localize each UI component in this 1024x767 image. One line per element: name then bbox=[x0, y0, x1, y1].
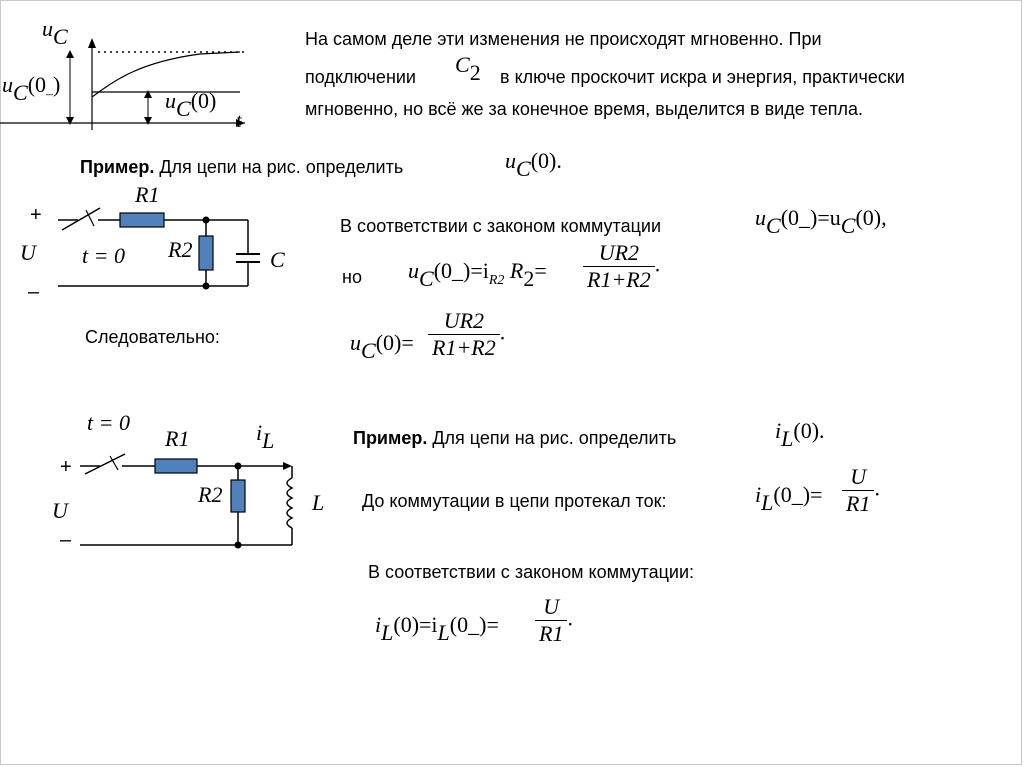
circuit2-switch-label: t = 0 bbox=[87, 410, 130, 435]
example1-conclusion: Следовательно: bbox=[85, 327, 220, 347]
example1-no-formula: $uC(0\_)=i_{R2}$ R2= bbox=[408, 258, 547, 291]
example2-before-formula: iL(0_)= bbox=[755, 482, 823, 515]
example1-no: но bbox=[342, 267, 362, 287]
example2-target: iL(0). bbox=[775, 418, 825, 451]
example1-target: uC(0). bbox=[505, 148, 562, 181]
circuit1-minus: – bbox=[28, 281, 40, 303]
circuit2-R1: R1 bbox=[165, 426, 190, 451]
circuit2-U: U bbox=[52, 498, 68, 523]
example1-law-text: В соответствии с законом коммутации bbox=[340, 216, 662, 236]
circuit2-R2: R2 bbox=[198, 482, 223, 507]
graph-right-label: uC(0) bbox=[165, 88, 217, 121]
graph-t-label: t bbox=[236, 110, 242, 132]
circuit1-U: U bbox=[20, 240, 36, 265]
example1-heading: Пример. Для цепи на рис. определить bbox=[80, 157, 404, 177]
circuit-2-diagram bbox=[40, 450, 340, 550]
example1-conclusion-fraction: $\frac{UR2}{R1+R2}$ . bbox=[428, 308, 505, 361]
intro-c2-symbol: C2 bbox=[455, 52, 481, 85]
example2-before-fraction: $\frac{U}{R1}$ . bbox=[842, 464, 880, 517]
example2-law-formula: iL(0)=iL(0_)= bbox=[375, 612, 499, 645]
example2-law-fraction: $\frac{U}{R1}$ . bbox=[535, 594, 573, 647]
circuit2-plus: + bbox=[60, 456, 72, 478]
circuit1-plus: + bbox=[30, 204, 42, 226]
example1-law-formula: uC(0_)=uC(0), bbox=[755, 205, 887, 238]
example1-no-fraction: $\frac{UR2}{R1+R2}$ . bbox=[583, 240, 660, 293]
circuit1-C: C bbox=[270, 247, 285, 272]
intro-line-3: мгновенно, но всё же за конечное время, выделится в виде тепла. bbox=[305, 99, 864, 119]
intro-line-2b: в ключе проскочит искра и энергия, практически bbox=[500, 67, 905, 87]
circuit1-R1: R1 bbox=[135, 182, 160, 207]
intro-line-2a: подключении bbox=[305, 67, 416, 87]
example2-before-text: До коммутации в цепи протекал ток: bbox=[362, 491, 667, 511]
circuit2-L: L bbox=[312, 490, 325, 515]
example2-law-text: В соответствии с законом коммутации: bbox=[368, 562, 695, 582]
example1-conclusion-formula: uC(0)= bbox=[350, 330, 414, 363]
graph-y-axis-label: uC bbox=[42, 16, 68, 49]
circuit1-switch-label: t = 0 bbox=[82, 243, 125, 268]
graph-left-label: $uC(0_-)$ bbox=[2, 72, 61, 105]
circuit2-iL: iL bbox=[256, 420, 275, 453]
example2-heading: Пример. Для цепи на рис. определить bbox=[353, 428, 677, 448]
intro-line-1: На самом деле эти изменения не происходят мгновенно. При bbox=[305, 29, 822, 49]
circuit2-minus: – bbox=[60, 529, 72, 551]
circuit1-R2: R2 bbox=[168, 237, 193, 262]
